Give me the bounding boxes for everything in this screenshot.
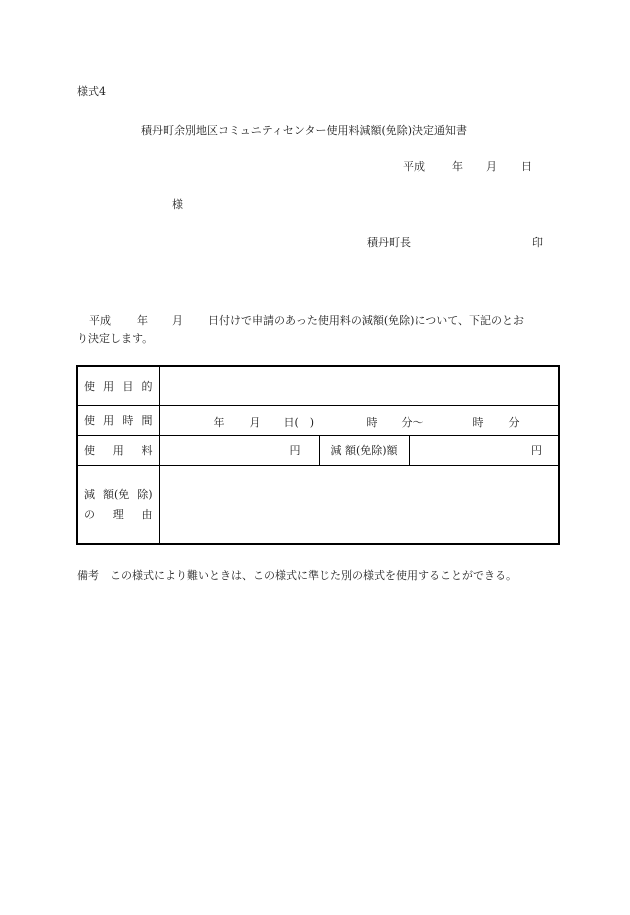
body-era: 平成 — [89, 314, 111, 327]
time-minute-end-unit: 分 — [508, 415, 520, 429]
application-table — [76, 365, 560, 545]
purpose-label — [77, 366, 159, 405]
fee-label-char: 使 — [84, 444, 95, 457]
purpose-label-char: 用 — [103, 379, 115, 393]
fee-yen-unit: 円 — [289, 444, 301, 457]
time-label-char: 使 — [84, 414, 95, 427]
reason-label-char: 減 — [84, 488, 95, 502]
reason-label — [77, 465, 159, 544]
time-minute-start-unit: 分～ — [401, 415, 424, 429]
fee-label-char: 料 — [141, 444, 153, 457]
date-month-unit: 月 — [486, 160, 497, 173]
date-day-unit: 日 — [521, 160, 532, 173]
issuer-name: 積丹町長 — [367, 236, 411, 249]
purpose-label-char: 目 — [122, 379, 134, 393]
reduction-value[interactable] — [409, 435, 559, 465]
reason-label-char: 額(免 — [102, 488, 130, 502]
time-label-char: 用 — [103, 414, 115, 427]
fee-row — [77, 435, 559, 465]
time-label-char: 時 — [122, 414, 134, 427]
reason-label-char: 理 — [112, 508, 124, 522]
time-label — [77, 405, 159, 435]
reduction-yen-unit: 円 — [531, 444, 542, 457]
issuer-seal: 印 — [532, 236, 543, 249]
time-year-unit: 年 — [213, 415, 225, 429]
time-hour-end-unit: 時 — [472, 415, 484, 429]
reason-label-char: の — [84, 508, 95, 522]
note: 備考 この様式により難いときは、この様式に準じた別の様式を使用することができる。 — [77, 569, 517, 582]
time-label-char: 間 — [141, 414, 153, 427]
fee-value[interactable] — [159, 435, 319, 465]
time-day-unit: 日( ) — [283, 415, 315, 429]
date-year-unit: 年 — [452, 160, 463, 173]
purpose-label-char: 使 — [84, 379, 95, 393]
reduction-label: 減 額(免除)額 — [319, 435, 409, 465]
body-month-unit: 月 — [172, 314, 183, 327]
time-value[interactable] — [159, 405, 559, 435]
reason-row — [77, 465, 559, 544]
reason-value[interactable] — [159, 465, 559, 544]
time-hour-start-unit: 時 — [366, 415, 378, 429]
date-era: 平成 — [403, 160, 425, 173]
form-id: 様式4 — [77, 85, 106, 98]
body-year-unit: 年 — [137, 314, 148, 327]
body-line1-rest: 日付けで申請のあった使用料の減額(免除)について、下記のとお — [208, 314, 525, 327]
time-row — [77, 405, 559, 435]
purpose-row — [77, 366, 559, 405]
purpose-label-char: 的 — [141, 379, 153, 393]
time-month-unit: 月 — [249, 415, 261, 429]
reason-label-char: 由 — [141, 508, 153, 522]
reason-label-char: 除) — [137, 488, 153, 502]
document-title: 積丹町余別地区コミュニティセンター使用料減額(免除)決定通知書 — [141, 124, 468, 137]
fee-label-char: 用 — [112, 444, 124, 457]
body-line2: り決定します。 — [77, 332, 154, 345]
fee-label — [77, 435, 159, 465]
recipient-suffix: 様 — [172, 198, 183, 211]
purpose-value[interactable] — [159, 366, 559, 405]
